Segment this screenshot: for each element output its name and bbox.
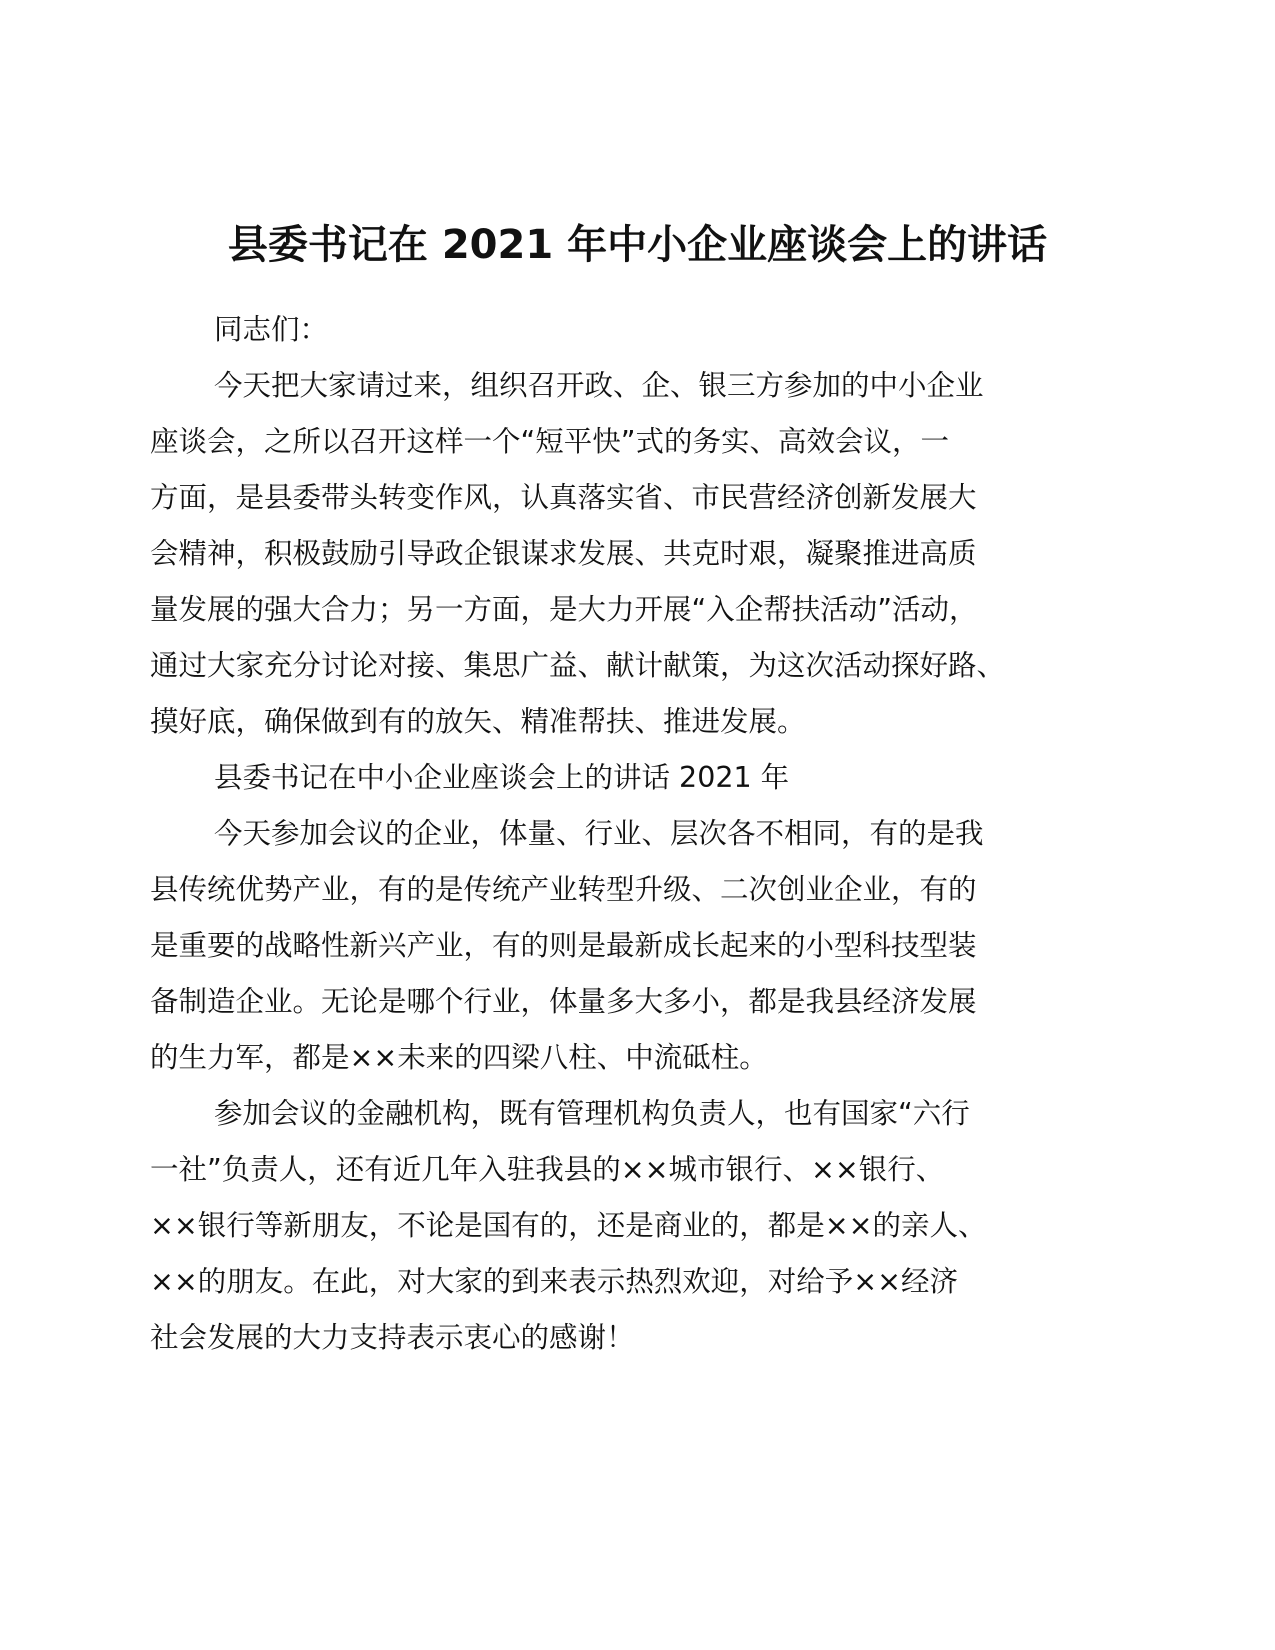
paragraph-line: 今天参加会议的企业，体量、行业、层次各不相同，有的是我 xyxy=(214,817,984,850)
paragraph-line: 的生力军，都是××未来的四梁八柱、中流砥柱。 xyxy=(150,1041,768,1074)
paragraph-line: ××银行等新朋友，不论是国有的，还是商业的，都是××的亲人、 xyxy=(150,1209,987,1242)
subtitle-paragraph xyxy=(150,750,1115,806)
body-paragraph xyxy=(150,358,1115,750)
paragraph-line: 是重要的战略性新兴产业，有的则是最新成长起来的小型科技型装 xyxy=(150,929,977,962)
paragraph-line: 备制造企业。无论是哪个行业，体量多大多小，都是我县经济发展 xyxy=(150,985,977,1018)
document-title: 县委书记在 2021 年中小企业座谈会上的讲话 xyxy=(227,222,1048,268)
paragraph-line: 量发展的强大合力；另一方面，是大力开展“入企帮扶活动”活动， xyxy=(150,593,978,626)
body-paragraph xyxy=(150,1086,1115,1366)
paragraph-line: ××的朋友。在此，对大家的到来表示热烈欢迎，对给予××经济 xyxy=(150,1265,959,1298)
paragraph-line: 参加会议的金融机构，既有管理机构负责人，也有国家“六行 xyxy=(214,1097,970,1130)
paragraph-line: 同志们： xyxy=(214,313,329,346)
paragraph-line: 通过大家充分讨论对接、集思广益、献计献策，为这次活动探好路、 xyxy=(150,649,1006,682)
paragraph-line: 今天把大家请过来，组织召开政、企、银三方参加的中小企业 xyxy=(214,369,984,402)
document-body xyxy=(150,302,1115,1366)
paragraph-line: 方面，是县委带头转变作风，认真落实省、市民营经济创新发展大 xyxy=(150,481,977,514)
body-paragraph xyxy=(150,806,1115,1086)
salutation-paragraph xyxy=(150,302,1115,358)
paragraph-line: 座谈会，之所以召开这样一个“短平快”式的务实、高效会议，一 xyxy=(150,425,950,458)
paragraph-line: 会精神，积极鼓励引导政企银谋求发展、共克时艰，凝聚推进高质 xyxy=(150,537,977,570)
paragraph-line: 社会发展的大力支持表示衷心的感谢！ xyxy=(150,1321,635,1354)
paragraph-line: 县传统优势产业，有的是传统产业转型升级、二次创业企业，有的 xyxy=(150,873,977,906)
paragraph-line: 摸好底，确保做到有的放矢、精准帮扶、推进发展。 xyxy=(150,705,806,738)
paragraph-line: 县委书记在中小企业座谈会上的讲话 2021 年 xyxy=(214,761,790,794)
paragraph-line: 一社”负责人，还有近几年入驻我县的××城市银行、××银行、 xyxy=(150,1153,945,1186)
